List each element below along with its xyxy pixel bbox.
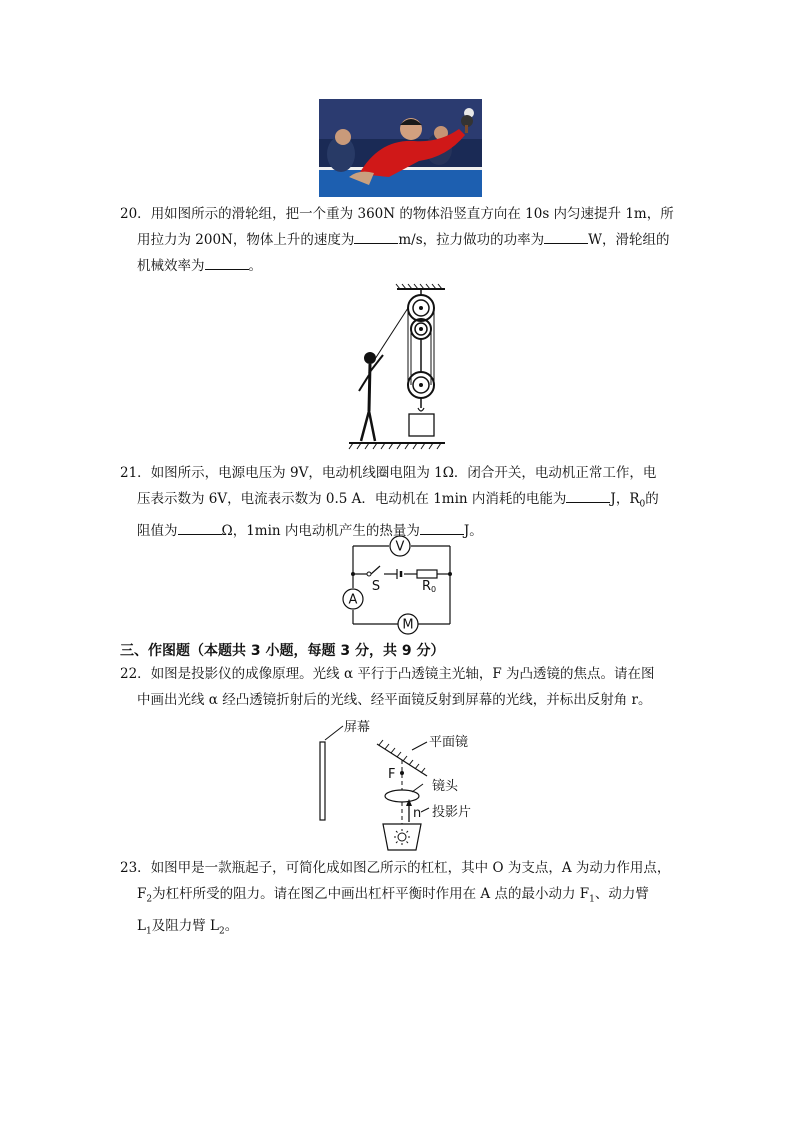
answer-blank[interactable] (544, 229, 588, 244)
arrow-n-label: n (413, 806, 422, 821)
switch-label: S (371, 579, 381, 594)
q20-line3: 机械效率为 。 (120, 253, 680, 279)
question-23 (120, 855, 680, 944)
question-20 (120, 201, 680, 279)
circuit-diagram (340, 535, 455, 635)
voltmeter-label: V (395, 539, 405, 555)
q20-line2: 用拉力为 200N，物体上升的速度为 m/s，拉力做功的功率为 W，滑轮组的 (120, 227, 680, 253)
resistor-label-sub: 0 (431, 585, 437, 594)
pulley-system-diagram (345, 283, 455, 453)
answer-blank[interactable] (354, 229, 398, 244)
screen-label: 屏幕 (344, 720, 371, 735)
q21-line2: 压表示数为 6V，电流表示数为 0.5 A．电动机在 1min 内消耗的电能为 J，$R_0$的 (120, 486, 680, 518)
q20-line1: 20．用如图所示的滑轮组，把一个重为 360N 的物体沿竖直方向在 10s 内匀速提升 1m，所 (120, 206, 674, 222)
question-21 (120, 460, 680, 544)
q23-line3: $L_1$及阻力臂 $L_2$。 (137, 917, 239, 937)
q22-line1: 22．如图是投影仪的成像原理。光线 α 平行于凸透镜主光轴，F 为凸透镜的焦点。请在图 (120, 666, 655, 682)
answer-blank[interactable] (205, 255, 249, 270)
slide-label: 投影片 (432, 805, 472, 820)
resistor-label: R (422, 579, 432, 594)
q23-line1: 23．如图甲是一款瓶起子，可简化成如图乙所示的杠杠，其中 O 为支点，A 为动力作用点， (120, 860, 671, 876)
focus-label: F (388, 767, 396, 782)
answer-blank[interactable] (178, 520, 222, 535)
answer-blank[interactable] (566, 488, 610, 503)
lens-label: 镜头 (432, 779, 459, 794)
projector-diagram (315, 716, 480, 854)
question-22 (120, 661, 680, 713)
ammeter-label: A (348, 592, 358, 608)
motor-label: M (402, 617, 414, 633)
table-tennis-photo (319, 99, 482, 197)
q22-line2: 中画出光线 α 经凸透镜折射后的光线、经平面镜反射到屏幕的光线，并标出反射角 r。 (137, 692, 652, 708)
q21-line3: 阻值为 Ω，1min 内电动机产生的热量为 J。 (120, 518, 680, 544)
section-heading: 三、作图题（本题共 3 小题，每题 3 分，共 9 分） (120, 643, 445, 659)
mirror-label: 平面镜 (429, 735, 469, 750)
q21-line1: 21．如图所示，电源电压为 9V，电动机线圈电阻为 1Ω．闭合开关，电动机正常工作，电 (120, 465, 657, 481)
q23-line2: $F_2$为杠杆所受的阻力。请在图乙中画出杠杆平衡时作用在 A 点的最小动力 $F_1$、动力臂 (137, 886, 649, 905)
answer-blank[interactable] (420, 520, 464, 535)
